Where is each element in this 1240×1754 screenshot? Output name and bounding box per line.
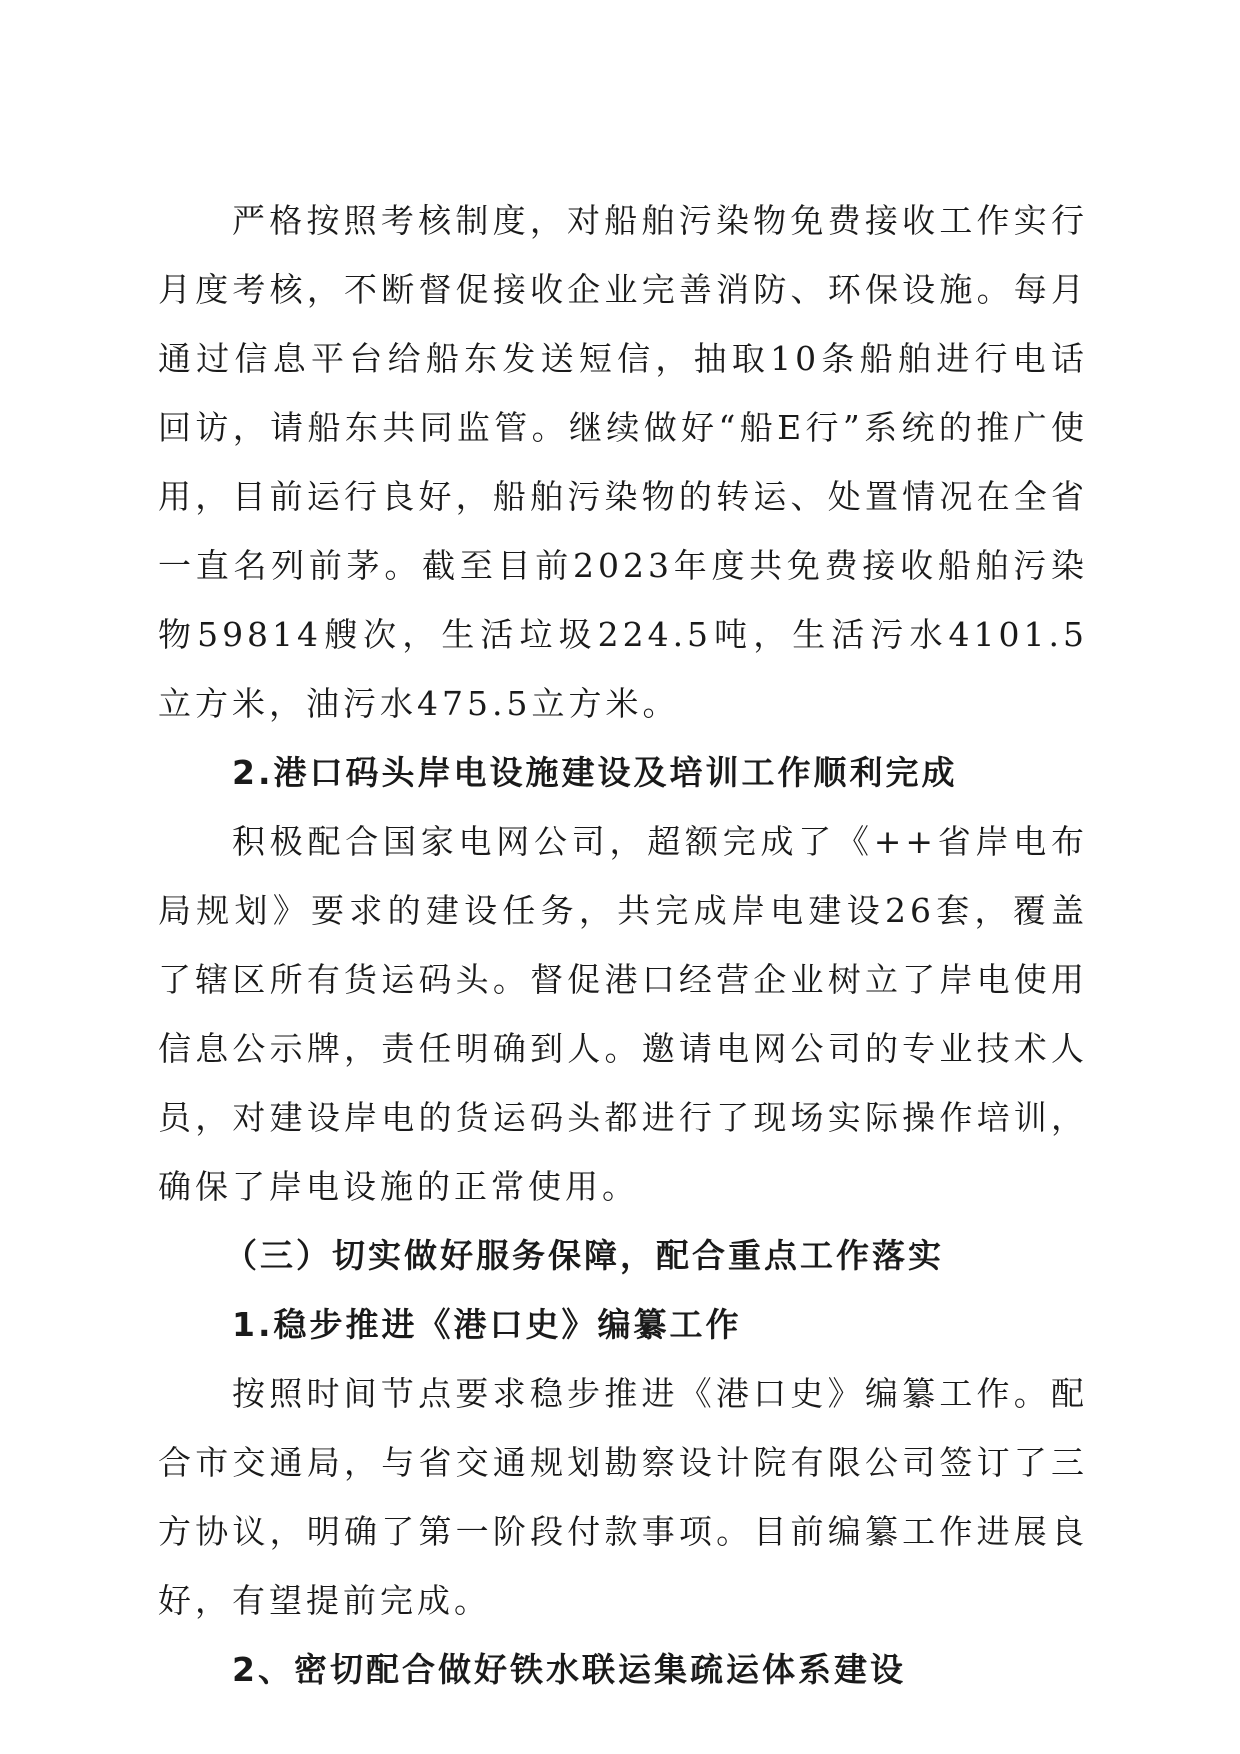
paragraph-shore-power: 积极配合国家电网公司，超额完成了《++省岸电布局规划》要求的建设任务，共完成岸电建设26套，覆盖了辖区所有货运码头。督促港口经营企业树立了岸电使用信息公示牌，责任明确到人。邀请电网公司的专业技术人员，对建设岸电的货运码头都进行了现场实际操作培训，确保了岸电设施的正常使用。 bbox=[158, 822, 1088, 1206]
section-heading-service-guarantee: （三）切实做好服务保障，配合重点工作落实 bbox=[224, 1236, 944, 1275]
heading-shore-power: 2.港口码头岸电设施建设及培训工作顺利完成 bbox=[232, 753, 958, 792]
paragraph-pollutant-receiving: 严格按照考核制度，对船舶污染物免费接收工作实行月度考核，不断督促接收企业完善消防、环保设施。每月通过信息平台给船东发送短信，抽取10条船舶进行电话回访，请船东共同监管。继续做好“船E行”系统的推广使用，目前运行良好，船舶污染物的转运、处置情况在全省一直名列前茅。截至目前2023年度共免费接收船舶污染物59814艘次，生活垃圾224.5吨，生活污水4101.5立方米，油污水475.5立方米。 bbox=[158, 201, 1088, 723]
paragraph-port-history: 按照时间节点要求稳步推进《港口史》编纂工作。配合市交通局，与省交通规划勘察设计院有限公司签订了三方协议，明确了第一阶段付款事项。目前编纂工作进展良好，有望提前完成。 bbox=[158, 1374, 1088, 1620]
heading-port-history: 1.稳步推进《港口史》编纂工作 bbox=[232, 1305, 742, 1344]
document-page bbox=[158, 186, 1088, 1704]
heading-rail-water: 2、密切配合做好铁水联运集疏运体系建设 bbox=[232, 1650, 906, 1689]
